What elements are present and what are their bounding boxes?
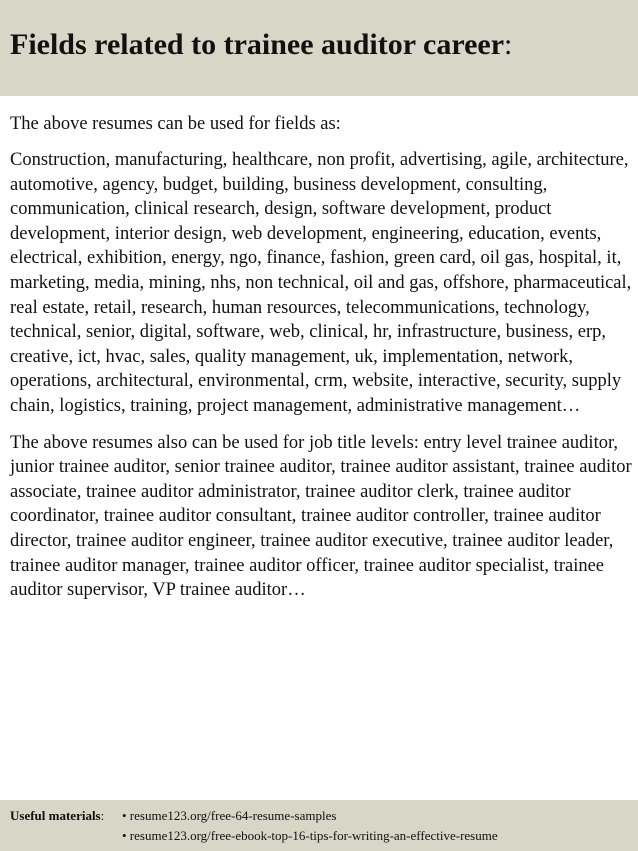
page-title-text: Fields related to trainee auditor career: [10, 28, 505, 61]
job-titles-paragraph: The above resumes also can be used for job title levels: entry level trainee auditor, junior trainee auditor, senior trainee auditor, trainee auditor assistant, trainee auditor associate, trainee auditor administrator, trainee auditor clerk, trainee auditor coordinator, trainee auditor consultant, trainee auditor controller, trainee auditor director, trainee auditor engineer, trainee auditor executive, trainee auditor leader, trainee auditor manager, trainee auditor officer, trainee auditor specialist, trainee auditor supervisor, VP trainee auditor…: [10, 432, 632, 601]
main-content: [10, 110, 632, 615]
page-title-colon: :: [504, 28, 513, 61]
fields-paragraph: Construction, manufacturing, healthcare, non profit, advertising, agile, architecture, automotive, agency, budget, building, business development, consulting, communication, clinical research, design, software development, product development, interior design, web development, engineering, education, events, electrical, exhibition, energy, ngo, finance, fashion, green card, oil gas, hospital, it, marketing, media, mining, nhs, non technical, oil and gas, offshore, pharmaceutical, real estate, retail, research, human resources, telecommunications, technology, technical, senior, digital, software, web, clinical, hr, infrastructure, business, erp, creative, ict, hvac, sales, quality management, uk, implementation, network, operations, architectural, environmental, crm, website, interactive, security, supply chain, logistics, training, project management, administrative management…: [10, 150, 632, 416]
useful-materials-footer: [0, 800, 638, 851]
intro-text: The above resumes can be used for fields as:: [10, 114, 341, 134]
page-title: [10, 28, 628, 62]
footer-row: [10, 806, 638, 826]
footer-row: [10, 826, 638, 846]
useful-materials-label: [10, 806, 122, 826]
resume-samples-link[interactable]: • resume123.org/free-64-resume-samples: [122, 808, 337, 823]
footer-label-spacer: [10, 826, 122, 846]
useful-materials-label-colon: :: [100, 808, 105, 823]
useful-materials-label-text: Useful materials: [10, 808, 101, 823]
title-banner: [0, 0, 638, 96]
resume-ebook-link[interactable]: • resume123.org/free-ebook-top-16-tips-for-writing-an-effective-resume: [122, 828, 498, 843]
